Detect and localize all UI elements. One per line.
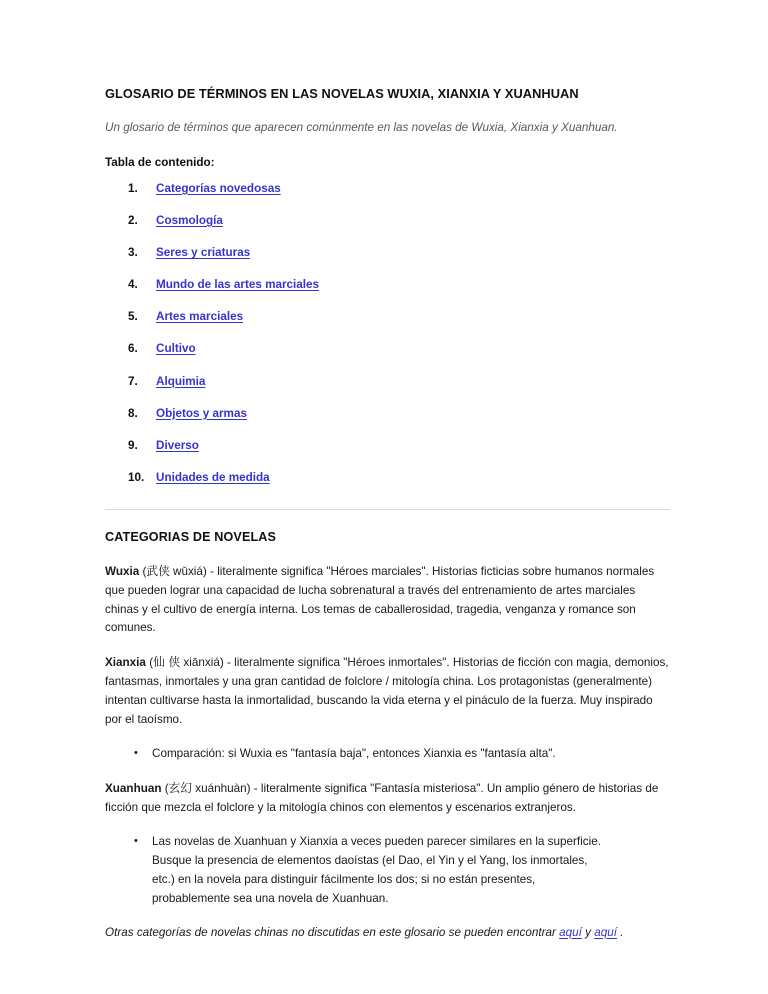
toc-link-seres-y-criaturas[interactable]: Seres y criaturas — [156, 246, 251, 259]
bullet-icon: • — [134, 747, 138, 760]
pinyin-xianxia: xiānxiá — [180, 656, 220, 670]
toc-number: 1. — [128, 181, 138, 195]
toc-entry-1 — [105, 182, 670, 197]
toc-link-unidades-de-medida[interactable]: Unidades de medida — [156, 470, 270, 484]
toc-link-cosmologia[interactable]: Cosmología — [156, 213, 223, 227]
toc-number: 2. — [128, 213, 138, 227]
toc-entry-10 — [105, 471, 670, 486]
toc-number: 7. — [128, 374, 138, 388]
toc-number: 5. — [128, 310, 138, 324]
toc-number: 10. — [128, 470, 145, 484]
toc-number: 4. — [128, 278, 138, 292]
glossary-entry-wuxia — [105, 562, 670, 639]
toc-heading: Tabla de contenido: — [105, 155, 215, 169]
toc-link-diverso[interactable]: Diverso — [156, 438, 199, 452]
hanzi-xianxia: 仙 侠 — [153, 655, 181, 670]
definition-wuxia: - literalmente significa "Héroes marciales". Historias ficticias sobre humanos normales que pueden lograr una capacidad de lucha sobrenatural a través del entrenamiento de artes marciales chinas y el cultivo de energía interna. Los temas de caballerosidad, tragedia, venganza y romance son comunes. — [105, 564, 655, 635]
section-heading-categorias-de-novelas: CATEGORIAS DE NOVELAS — [105, 529, 277, 544]
link-aqui-2[interactable]: aquí — [594, 925, 617, 939]
paren-open-glyph: ( — [164, 782, 169, 796]
paren-close-glyph: ) — [202, 564, 207, 578]
closing-trailing-text: . — [616, 925, 624, 939]
closing-conjunction: y — [581, 925, 595, 939]
toc-entry-7 — [105, 375, 670, 390]
definition-xianxia: - literalmente significa "Héroes inmortales". Historias de ficción con magia, demonios, fantasmas, inmortales y una gran cantidad de folclore / mitología china. Los protagonistas (generalmente) intentan cultivarse hasta la inmortalidad, buscando la vida eterna y el pináculo de la fuerza. Muy inspirado por el taoísmo. — [105, 656, 669, 727]
section-divider — [105, 509, 670, 510]
hanzi-wuxia: 武侠 — [146, 563, 170, 578]
note-text-comparacion: Comparación: si Wuxia es "fantasía baja", entonces Xianxia es "fantasía alta". — [152, 747, 556, 761]
page-subtitle: Un glosario de términos que aparecen comúnmente en las novelas de Wuxia, Xianxia y Xuanhuan. — [105, 121, 618, 135]
toc-number: 3. — [128, 246, 138, 259]
closing-note — [105, 924, 670, 943]
note-list-xuanhuan — [105, 833, 670, 909]
pinyin-xuanhuan: xuánhuàn — [192, 782, 247, 796]
toc-entry-2 — [105, 214, 670, 229]
toc-number: 9. — [128, 438, 138, 452]
note-text-distincion: Las novelas de Xuanhuan y Xianxia a veces pueden parecer similares en la superficie. Busque la presencia de elementos daoístas (el Dao, el Yin y el Yang, los inmortales, etc.) en la novela para distinguir fácilmente los dos; si no están presentes, probablemente sea una novela de Xuanhuan. — [152, 835, 601, 905]
toc-link-artes-marciales[interactable]: Artes marciales — [156, 310, 244, 324]
toc-number: 6. — [128, 342, 138, 356]
paren-open-glyph: ( — [142, 564, 147, 578]
pinyin-wuxia: wǔxiá — [169, 564, 203, 578]
toc-number: 8. — [128, 406, 138, 420]
term-label-wuxia: Wuxia — [105, 564, 140, 578]
link-aqui-1[interactable]: aquí — [559, 925, 582, 939]
closing-lead-text: Otras categorías de novelas chinas no discutidas en este glosario se pueden encontrar — [105, 925, 560, 939]
toc-link-objetos-y-armas[interactable]: Objetos y armas — [156, 406, 247, 420]
glossary-entry-xuanhuan — [105, 779, 670, 818]
toc-link-cultivo[interactable]: Cultivo — [156, 342, 196, 356]
toc-entry-6 — [105, 342, 670, 357]
toc-entry-5 — [105, 310, 670, 325]
note-list-xianxia — [105, 745, 670, 764]
toc-entry-3 — [105, 246, 670, 261]
toc-link-mundo-de-las-artes-marciales[interactable]: Mundo de las artes marciales — [156, 278, 320, 292]
toc-entry-9 — [105, 439, 670, 454]
toc-link-alquimia[interactable]: Alquimia — [156, 374, 206, 388]
toc-entry-4 — [105, 278, 670, 293]
bullet-icon: • — [134, 835, 138, 848]
hanzi-xuanhuan: 玄幻 — [168, 781, 193, 796]
glossary-entry-xianxia — [105, 653, 670, 730]
paren-close-glyph: ) — [219, 656, 224, 670]
table-of-contents — [105, 182, 670, 486]
paren-open-glyph: ( — [149, 656, 154, 670]
definition-xuanhuan: - literalmente significa "Fantasía misteriosa". Un amplio género de historias de ficción que mezcla el folclore y la mitología chinos con elementos y escenarios extranjeros. — [105, 782, 659, 815]
list-item — [105, 745, 670, 764]
page-title: GLOSARIO DE TÉRMINOS EN LAS NOVELAS WUXIA, XIANXIA Y XUANHUAN — [105, 86, 579, 101]
term-label-xianxia: Xianxia — [105, 656, 146, 670]
term-label-xuanhuan: Xuanhuan — [105, 782, 162, 796]
toc-link-categorias-novedosas[interactable]: Categorías novedosas — [156, 181, 281, 195]
toc-entry-8 — [105, 407, 670, 422]
list-item — [105, 833, 670, 909]
paren-close-glyph: ) — [246, 782, 251, 796]
